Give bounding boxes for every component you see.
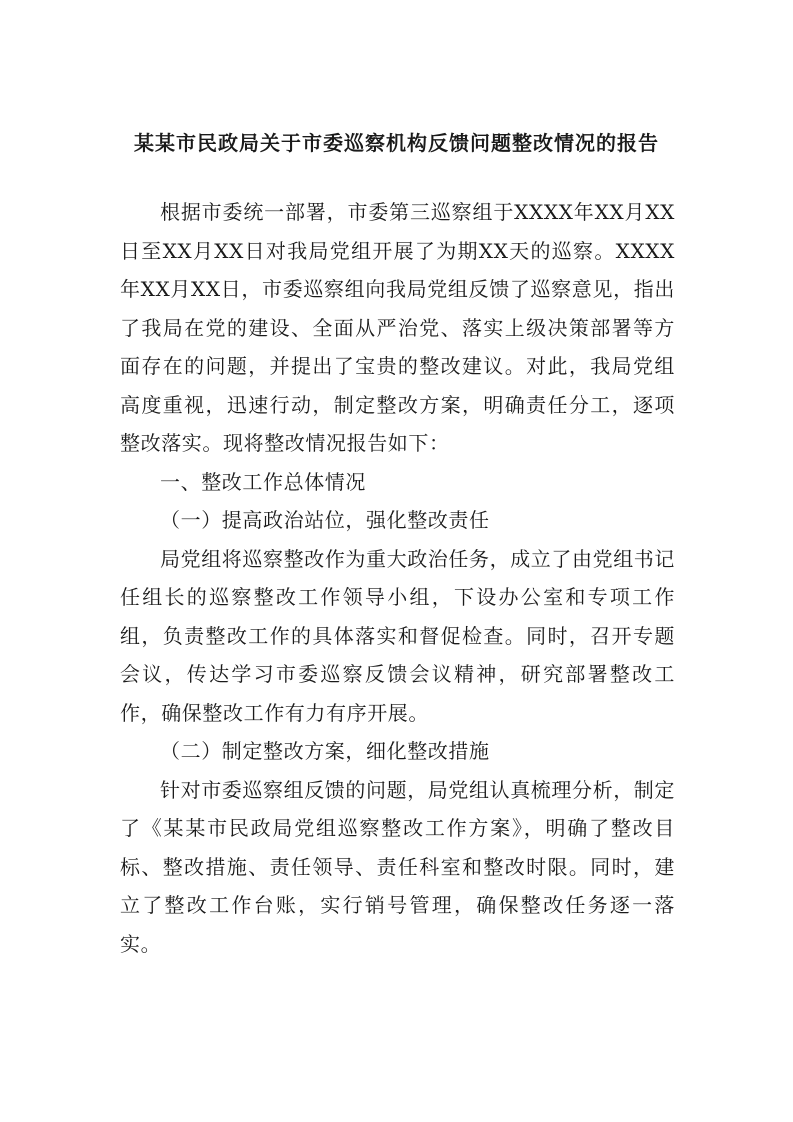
subsection-heading-2: （二）制定整改方案，细化整改措施 — [160, 739, 490, 763]
document-title: 某某市民政局关于市委巡察机构反馈问题整改情况的报告 — [134, 131, 659, 155]
document-body — [120, 193, 675, 963]
subsection-heading-1: （一）提高政治站位，强化整改责任 — [160, 508, 490, 532]
section-heading-overall: 一、整改工作总体情况 — [160, 469, 366, 494]
subsection-1-paragraph: 局党组将巡察整改作为重大政治任务，成立了由党组书记任组长的巡察整改工作领导小组，下设办公室和专项工作组，负责整改工作的具体落实和督促检查。同时，召开专题会议，传达学习市委巡察反馈会议精神，研究部署整改工作，确保整改工作有力有序开展。 — [120, 546, 675, 725]
subsection-2-paragraph: 针对市委巡察组反馈的问题，局党组认真梳理分析，制定了《某某市民政局党组巡察整改工作方案》，明确了整改目标、整改措施、责任领导、责任科室和整改时限。同时，建立了整改工作台账，实行销号管理，确保整改任务逐一落实。 — [120, 777, 675, 956]
intro-paragraph: 根据市委统一部署，市委第三巡察组于XXXX年XX月XX日至XX月XX日对我局党组开展了为期XX天的巡察。XXXX年XX月XX日，市委巡察组向我局党组反馈了巡察意见，指出了我局在党的建设、全面从严治党、落实上级决策部署等方面存在的问题，并提出了宝贵的整改建议。对此，我局党组高度重视，迅速行动，制定整改方案，明确责任分工，逐项整改落实。现将整改情况报告如下： — [120, 200, 675, 455]
